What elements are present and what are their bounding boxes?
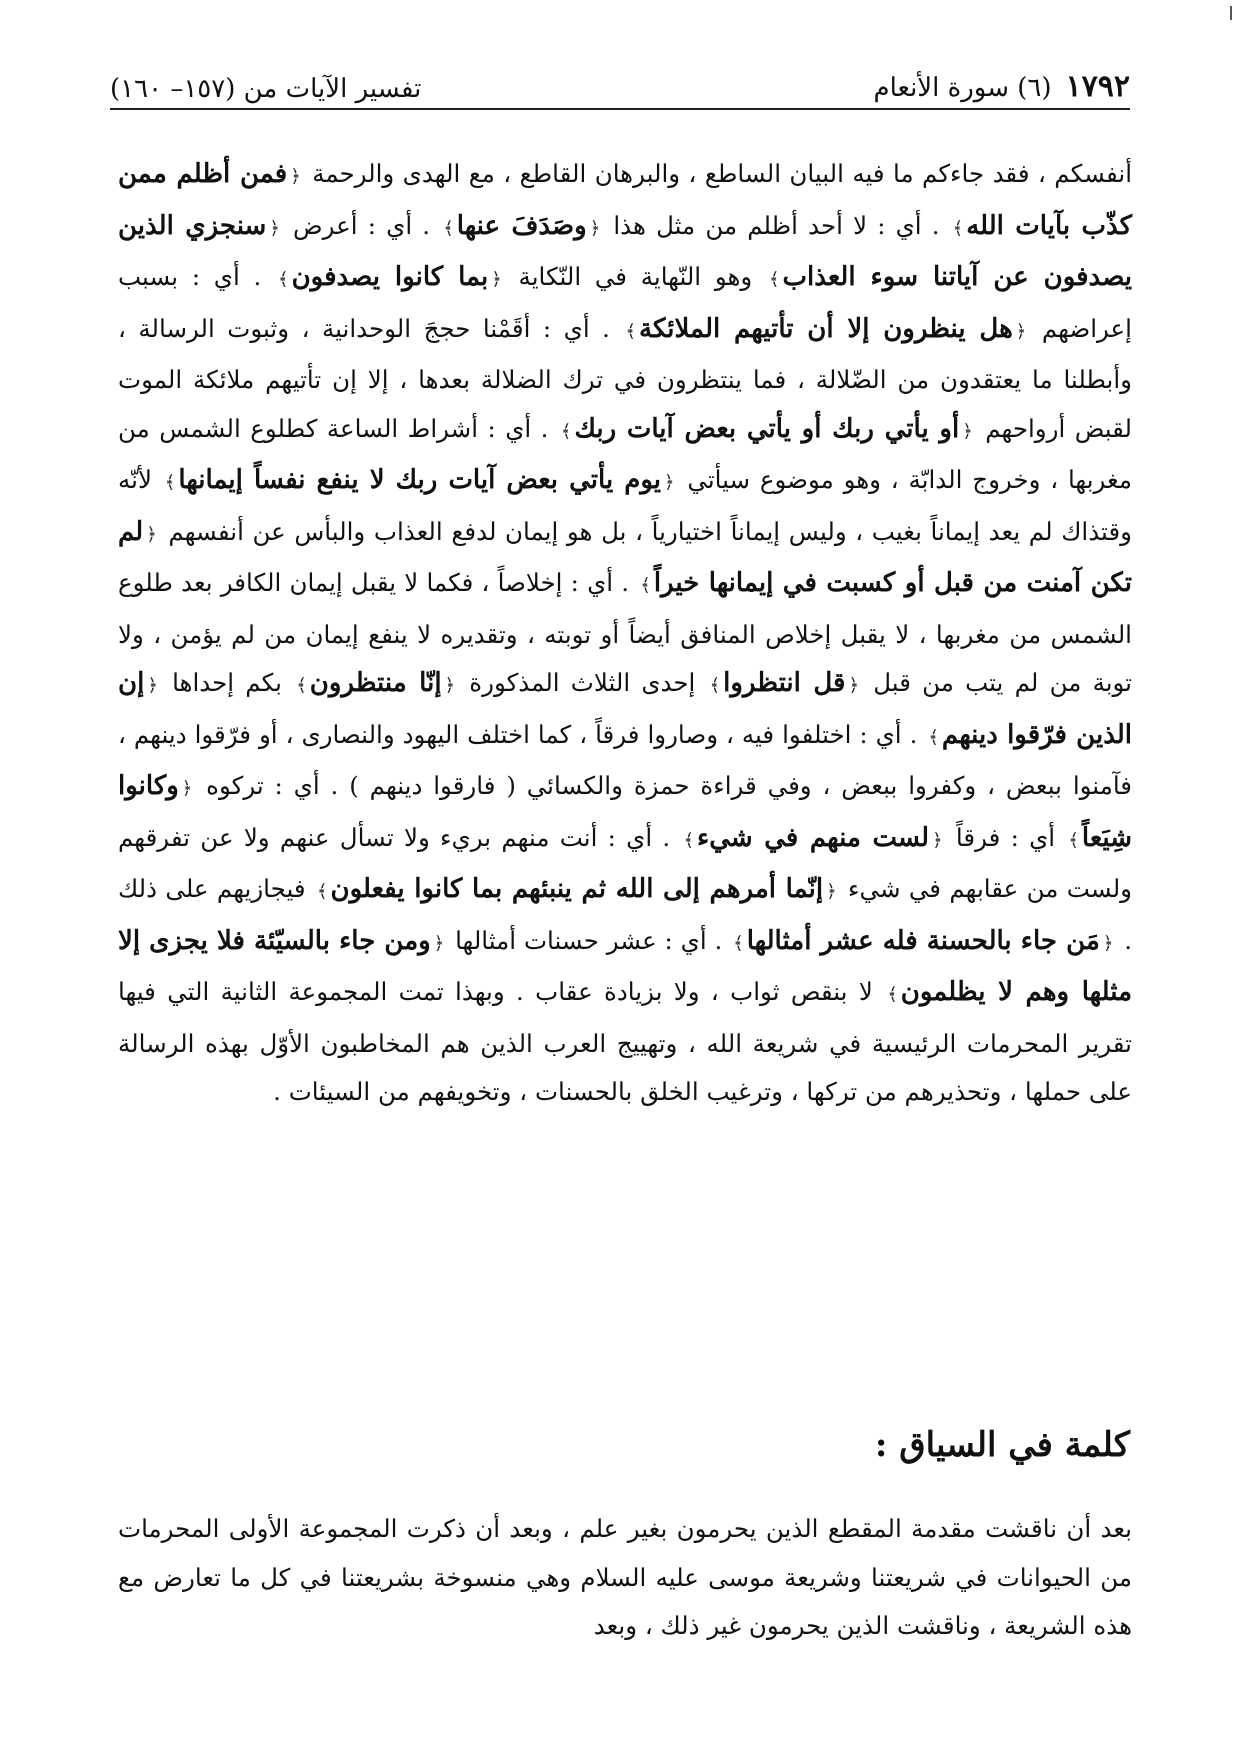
quran-verse: هل ينظرون إلا أن تأتيهم الملائكة: [639, 313, 1013, 344]
context-body: [118, 1505, 1132, 1651]
quran-verse: قل انتظروا: [723, 668, 846, 698]
verse-bracket-close: ﴾: [709, 675, 721, 696]
commentary-text: . أي : أعرض: [282, 210, 441, 240]
verse-bracket-open: ﴿: [433, 932, 445, 954]
quran-verse: لست منهم في شيء: [697, 822, 930, 853]
verse-bracket-open: ﴿: [826, 881, 837, 902]
commentary-text: لأنّه وقتذاك لم يعد إيماناً بغيب ، وليس إيماناً اختيارياً ، بل هو إيمان لدفع العذاب والبأس عن أنفسهم: [118, 465, 1132, 546]
verse-bracket-close: ﴾: [887, 984, 898, 1005]
quran-verse: أو يأتي ربك أو يأتي بعض آيات ربك: [574, 413, 960, 444]
quran-verse: إنّما أمرهم إلى الله ثم ينبئهم بما كانوا يفعلون: [330, 874, 824, 904]
quran-verse: يوم يأتي بعض آيات ربك لا ينفع نفساً إيمانها: [178, 465, 662, 495]
verse-bracket-open: ﴿: [848, 675, 860, 696]
verse-bracket-close: ﴾: [278, 269, 289, 290]
commentary-text: . أي : إخلاصاً ، فكما لا يقبل إيمان الكافر بعد طلوع الشمس من مغربها ، لا يقبل إخلاص المنافق أيضاً أو توبته ، وتقديره لا ينفع إيمان من لم يؤمن ، ولا توبة من لم يتب من قبل: [118, 568, 1132, 697]
verse-bracket-open: ﴿: [269, 217, 280, 239]
verse-bracket-open: ﴿: [1015, 320, 1027, 342]
header-right: [874, 69, 1131, 104]
verse-bracket-close: ﴾: [296, 675, 307, 696]
commentary-paragraph: [118, 150, 1132, 1117]
main-body: [118, 150, 1132, 1117]
edge-mark: [1230, 6, 1232, 20]
quran-verse: إنّا منتظرون: [309, 668, 442, 698]
commentary-text: بكم إحداها: [160, 668, 294, 697]
quran-verse: إن الذين فرّقوا دينهم: [118, 668, 1132, 750]
quran-verse: سنجزي الذين يصدفون عن آياتنا سوء العذاب: [118, 210, 1132, 292]
verse-bracket-close: ﴾: [1068, 829, 1079, 851]
verse-bracket-close: ﴾: [640, 575, 651, 596]
page-header: [110, 60, 1130, 104]
verse-bracket-open: ﴿: [1102, 932, 1114, 954]
verse-bracket-close: ﴾: [952, 217, 964, 239]
quran-verse: وكانوا شِيَعاً: [118, 771, 1133, 853]
commentary-text: . أي : اختلفوا فيه ، وصاروا فرقاً ، كما اختلف اليهود والنصارى ، أو فرّقوا دينهم ، فآمنوا ببعض ، وكفروا ببعض ، وفي قراءة حمزة والكسائي ( فارقوا دينهم ) . أي : تركوه: [118, 719, 1132, 800]
commentary-text: أنفسكم ، فقد جاءكم ما فيه البيان الساطع ، والبرهان القاطع ، مع الهدى والرحمة: [303, 159, 1133, 188]
header-divider: [110, 108, 1130, 110]
commentary-text: إحدى الثلاث المذكورة: [458, 668, 707, 697]
quran-verse: بما كانوا يصدفون: [291, 262, 489, 292]
verse-bracket-close: ﴾: [733, 932, 744, 954]
commentary-text: أي : فرقاً: [945, 822, 1066, 852]
commentary-text: . أي : لا أحد أظلم من مثل هذا: [603, 210, 950, 240]
verse-bracket-close: ﴾: [164, 472, 176, 493]
verse-bracket-close: ﴾: [625, 320, 636, 342]
surah-label: (٦) سورة الأنعام: [873, 73, 1052, 103]
verse-bracket-close: ﴾: [768, 269, 780, 290]
verse-bracket-open: ﴿: [491, 269, 502, 290]
section-heading: كلمة في السياق :: [874, 1425, 1130, 1465]
verse-bracket-close: ﴾: [443, 217, 454, 239]
quran-verse: وصَدَفَ عنها: [456, 210, 587, 241]
context-paragraph: بعد أن ناقشت مقدمة المقطع الذين يحرمون بغير علم ، وبعد أن ذكرت المجموعة الأولى المحرمات من الحيوانات في شريعتنا وشريعة موسى عليه السلام وهي منسوخة بشريعتنا في كل ما تعارض مع هذه الشريعة ، وناقشت الذين يحرمون غير ذلك ، وبعد: [118, 1514, 1132, 1640]
verse-bracket-close: ﴾: [316, 881, 328, 902]
quran-verse: ومن جاء بالسيّئة فلا يجزى إلا مثلها وهم لا يظلمون: [118, 925, 1132, 1007]
quran-verse: مَن جاء بالحسنة فله عشر أمثالها: [746, 925, 1100, 956]
verse-bracket-open: ﴿: [147, 675, 158, 696]
verse-bracket-open: ﴿: [290, 166, 301, 187]
section-range-title: تفسير الآيات من (١٥٧– ١٦٠): [110, 74, 422, 104]
quran-verse: لم تكن آمنت من قبل أو كسبت في إيمانها خيراً: [118, 516, 1132, 598]
verse-bracket-open: ﴿: [589, 217, 601, 239]
commentary-text: وهو النّهاية في النّكاية: [504, 262, 766, 291]
verse-bracket-open: ﴿: [932, 829, 943, 851]
commentary-text: . أي : أشراط الساعة كطلوع الشمس من مغربها ، وخروج الدابّة ، وهو موضوع سيأتي: [118, 413, 1132, 494]
commentary-text: فيجازيهم على ذلك .: [118, 874, 1132, 955]
verse-bracket-close: ﴾: [683, 829, 695, 851]
page-number: ١٧٩٢: [1065, 69, 1130, 104]
verse-bracket-open: ﴿: [962, 420, 973, 442]
verse-bracket-open: ﴿: [181, 778, 193, 799]
verse-bracket-open: ﴿: [664, 472, 675, 493]
commentary-text: . أي : بسبب إعراضهم: [118, 262, 1132, 343]
commentary-text: . أي : أنت منهم بريء ولا تسأل عنهم ولا عن تفرقهم ولست من عقابهم في شيء: [118, 822, 1132, 903]
verse-bracket-close: ﴾: [560, 420, 572, 442]
verse-bracket-open: ﴿: [146, 523, 157, 545]
quran-verse: فمن أظلم ممن كذّب بآيات الله: [118, 159, 1133, 241]
verse-bracket-close: ﴾: [928, 726, 939, 748]
commentary-text: لا بنقص ثواب ، ولا بزيادة عقاب . وبهذا تمت المجموعة الثانية التي فيها تقرير المحرمات الرئيسية في شريعة الله ، وتهييج العرب الذين هم المخاطبون الأوّل بهذه الرسالة على حملها ، وتحذيرهم من تركها ، وترغيب الخلق بالحسنات ، وتخويفهم من السيئات .: [118, 977, 1132, 1106]
commentary-text: . أي : أقَمْنا حججَ الوحدانية ، وثبوت الرسالة ، وأبطلنا ما يعتقدون من الضّلالة ، فما ينتظرون في ترك الضلالة بعدها ، إلا إن تأتيهم ملائكة الموت لقبض أرواحهم: [118, 313, 1132, 443]
verse-bracket-open: ﴿: [444, 675, 456, 696]
commentary-text: . أي : عشر حسنات أمثالها: [447, 925, 731, 955]
